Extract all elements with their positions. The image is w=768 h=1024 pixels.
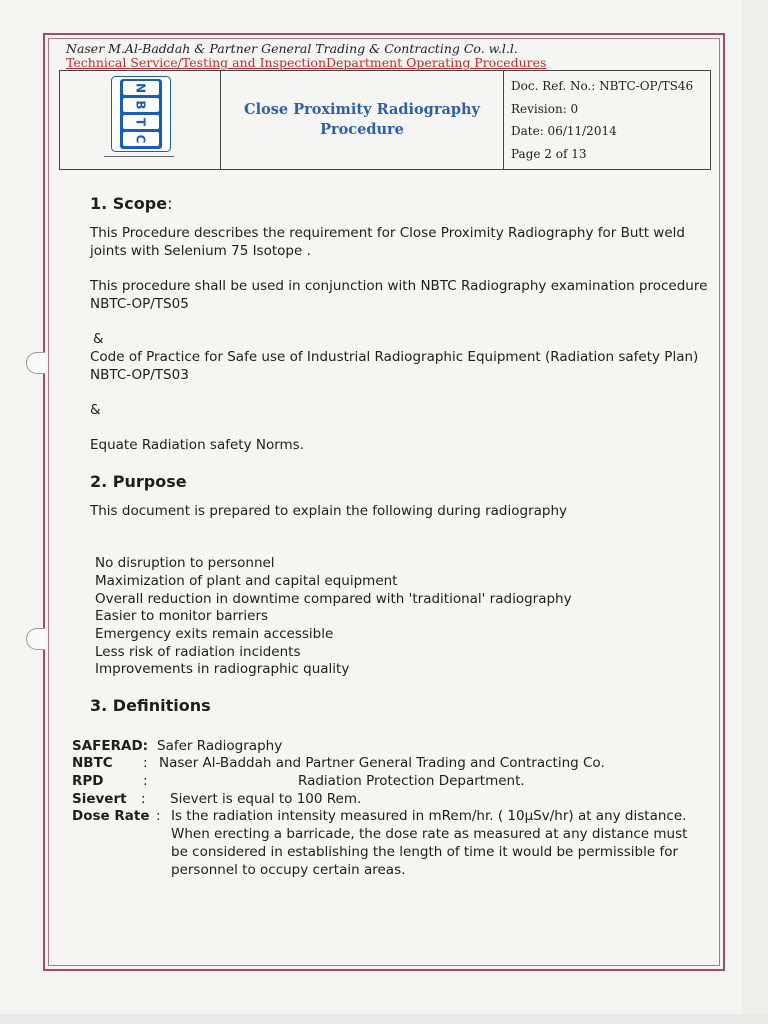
document-title-line: Close Proximity Radiography: [244, 101, 480, 118]
section-heading-purpose: 2. Purpose: [90, 472, 187, 491]
ampersand: &: [90, 402, 101, 418]
definition-term: NBTC: [72, 755, 113, 771]
list-item: Easier to monitor barriers: [95, 608, 269, 624]
definition-text: Radiation Protection Department.: [298, 773, 525, 789]
definition-text: Safer Radiography: [157, 738, 283, 754]
heading-text: 1. Scope: [90, 194, 168, 213]
page-bottom-edge: [0, 1014, 768, 1024]
logo-letter: N: [133, 82, 148, 94]
logo-letter: B: [133, 100, 148, 110]
definition-term: RPD: [72, 773, 104, 789]
punch-hole-mark: [26, 352, 45, 374]
definition-text: Is the radiation intensity measured in mRem/hr. ( 10µSv/hr) at any distance.: [171, 808, 687, 824]
list-item: Improvements in radiographic quality: [95, 661, 350, 677]
department-name: Technical Service/Testing and InspectionDepartment Operating Procedures: [66, 55, 547, 70]
ampersand: &: [93, 331, 104, 347]
page-edge-shadow: [742, 0, 768, 1024]
list-item: Emergency exits remain accessible: [95, 626, 334, 642]
list-item: Less risk of radiation incidents: [95, 644, 301, 660]
header-divider: [503, 70, 504, 170]
paragraph-line: NBTC-OP/TS03: [90, 367, 189, 383]
list-item: Overall reduction in downtime compared with 'traditional' radiography: [95, 591, 572, 607]
logo-letter: C: [133, 134, 148, 144]
definition-text: personnel to occupy certain areas.: [171, 862, 406, 878]
document-title-line: Procedure: [320, 121, 404, 138]
definition-term: SAFERAD:: [72, 738, 149, 754]
definition-text: When erecting a barricade, the dose rate as measured at any distance must: [171, 826, 688, 842]
list-item: Maximization of plant and capital equipment: [95, 573, 398, 589]
section-heading-definitions: 3. Definitions: [90, 696, 211, 715]
doc-ref-number: Doc. Ref. No.: NBTC-OP/TS46: [511, 79, 694, 93]
logo-letter: T: [133, 117, 148, 127]
punch-hole-mark: [26, 628, 45, 650]
document-title: [222, 100, 502, 140]
header-divider: [220, 70, 221, 170]
list-item: No disruption to personnel: [95, 555, 275, 571]
logo-underline: [104, 156, 174, 157]
definition-colon: :: [143, 755, 148, 771]
definition-text: Naser Al-Baddah and Partner General Trading and Contracting Co.: [159, 755, 605, 771]
document-date: Date: 06/11/2014: [511, 124, 617, 138]
definition-term: Sievert: [72, 791, 127, 807]
definition-term: Dose Rate: [72, 808, 150, 824]
paragraph-line: This document is prepared to explain the following during radiography: [90, 503, 568, 519]
definition-text: Sievert is equal to 100 Rem.: [170, 791, 362, 807]
definition-colon: :: [143, 773, 148, 789]
definition-text: be considered in establishing the length of time it would be permissible for: [171, 844, 679, 860]
section-heading-scope: [90, 194, 172, 213]
paragraph-line: NBTC-OP/TS05: [90, 296, 189, 312]
paragraph-line: Equate Radiation safety Norms.: [90, 437, 305, 453]
revision-number: Revision: 0: [511, 102, 579, 116]
paragraph-line: This procedure shall be used in conjunction with NBTC Radiography examination procedure: [90, 278, 708, 294]
definition-colon: :: [156, 808, 161, 824]
nbtc-logo: [111, 76, 171, 152]
page-number: Page 2 of 13: [511, 147, 587, 161]
paragraph-line: This Procedure describes the requirement for Close Proximity Radiography for Butt weld: [90, 225, 685, 241]
paragraph-line: joints with Selenium 75 Isotope .: [90, 243, 311, 259]
definition-colon: :: [141, 791, 146, 807]
heading-colon: :: [167, 194, 173, 213]
paragraph-line: Code of Practice for Safe use of Industrial Radiographic Equipment (Radiation safety Plan): [90, 349, 699, 365]
company-name: Naser M.Al-Baddah & Partner General Trading & Contracting Co. w.l.l.: [66, 41, 518, 56]
